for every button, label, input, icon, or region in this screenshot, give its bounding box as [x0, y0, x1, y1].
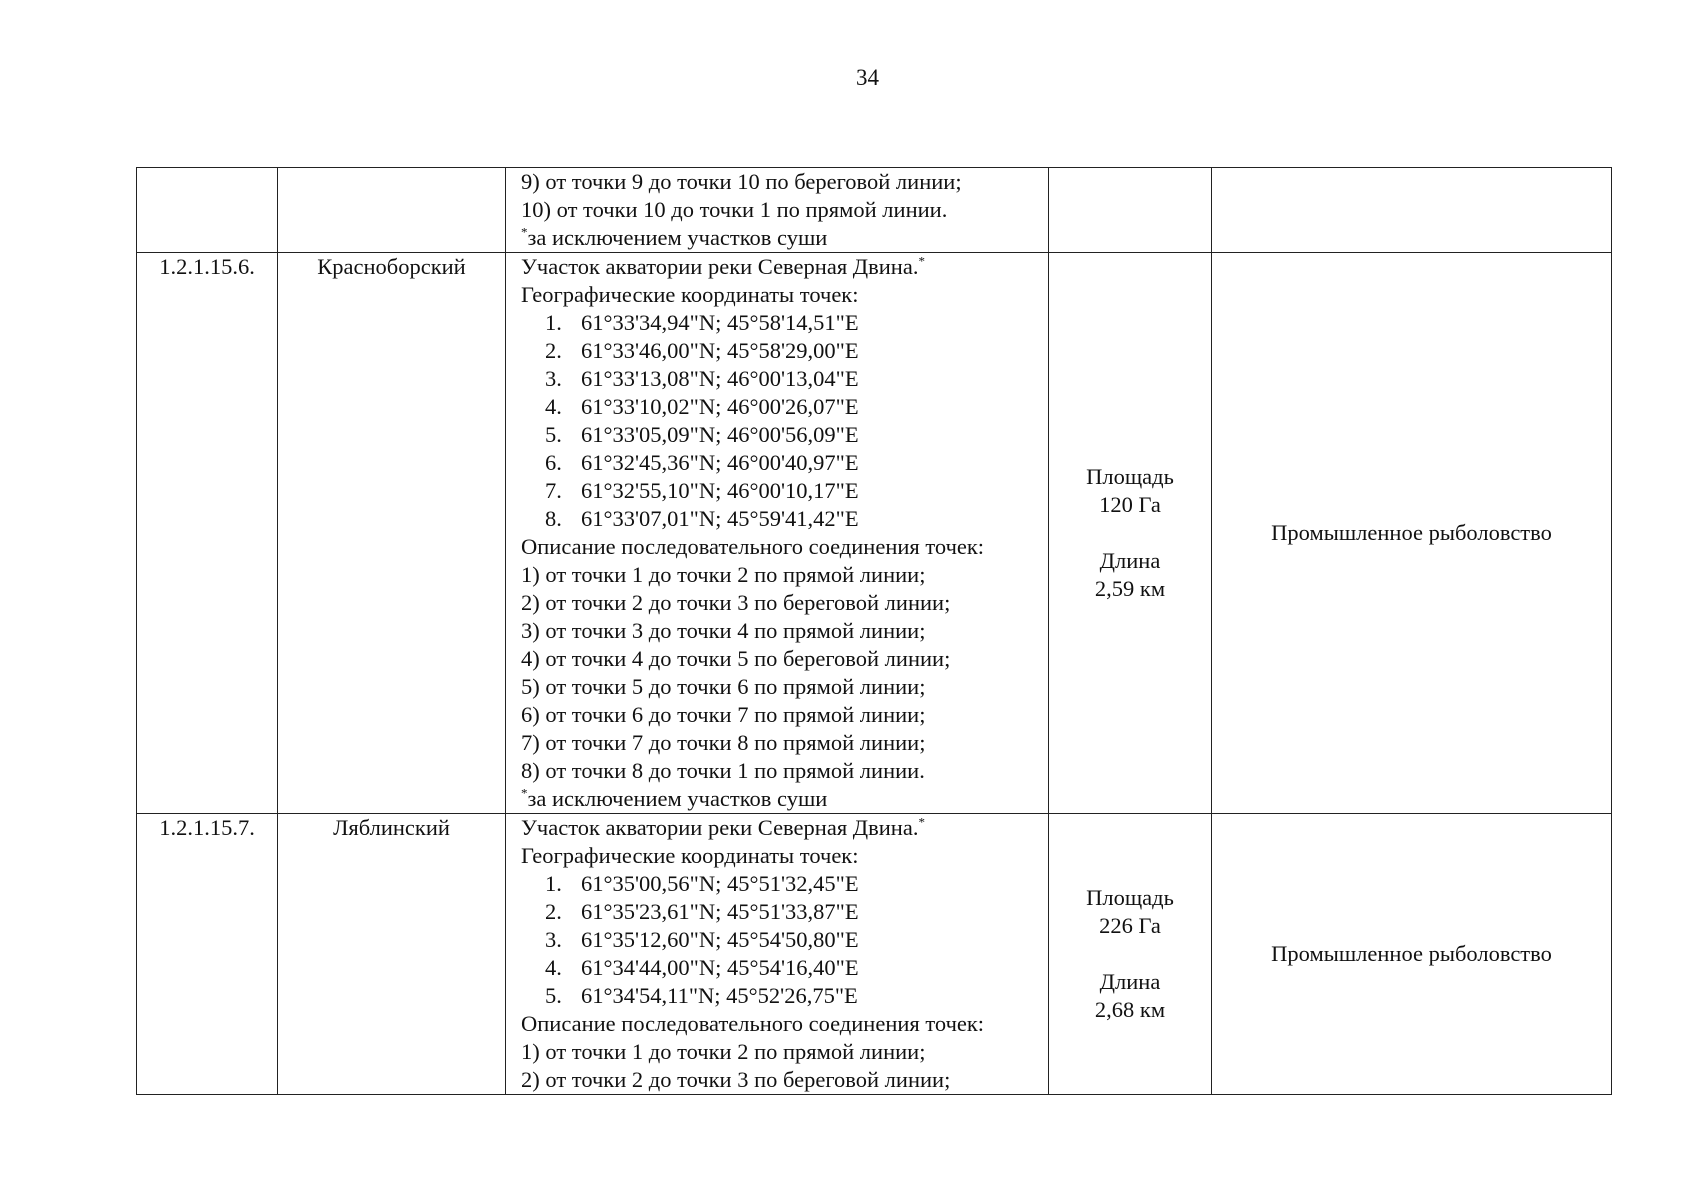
connection-line: 3) от точки 3 до точки 4 по прямой линии; — [521, 618, 926, 643]
list-item: 4. 61°34'44,00"N; 45°54'16,40"E — [545, 955, 859, 980]
connection-line: 2) от точки 2 до точки 3 по береговой линии; — [521, 590, 951, 615]
table-row — [137, 168, 1612, 253]
coordinates-list — [521, 870, 1048, 1010]
fishing-areas-table — [136, 167, 1612, 1095]
area-name-cell: Ляблинский — [278, 814, 506, 1095]
area-title: Участок акватории реки Северная Двина.* — [521, 814, 925, 840]
footnote-mark: * — [521, 224, 528, 240]
connection-line: 5) от точки 5 до точки 6 по прямой линии; — [521, 674, 926, 699]
list-item: 2. 61°33'46,00"N; 45°58'29,00"E — [545, 338, 859, 363]
list-item: 7. 61°32'55,10"N; 46°00'10,17"E — [545, 478, 859, 503]
list-item: 1. 61°33'34,94"N; 45°58'14,51"E — [545, 310, 859, 335]
connection-line: 9) от точки 9 до точки 10 по береговой линии; — [521, 169, 962, 194]
usage-cell: Промышленное рыболовство — [1212, 814, 1612, 1095]
footnote-mark: * — [918, 814, 925, 830]
area-name-cell: Красноборский — [278, 253, 506, 814]
row-number-cell — [137, 168, 278, 253]
footnote-mark: * — [918, 253, 925, 269]
footnote-line: *за исключением участков суши — [521, 785, 828, 811]
list-item: 8. 61°33'07,01"N; 45°59'41,42"E — [545, 506, 859, 531]
description-cell — [506, 168, 1049, 253]
description-cell — [506, 253, 1049, 814]
area-value: 226 Га — [1099, 913, 1161, 938]
list-item: 5. 61°33'05,09"N; 46°00'56,09"E — [545, 422, 859, 447]
area-title: Участок акватории реки Северная Двина.* — [521, 253, 925, 279]
usage-cell — [1212, 168, 1612, 253]
connection-label: Описание последовательного соединения точек: — [521, 534, 985, 559]
list-item: 3. 61°35'12,60"N; 45°54'50,80"E — [545, 927, 859, 952]
connection-line: 8) от точки 8 до точки 1 по прямой линии. — [521, 758, 925, 783]
connection-line: 7) от точки 7 до точки 8 по прямой линии; — [521, 730, 926, 755]
list-item: 6. 61°32'45,36"N; 46°00'40,97"E — [545, 450, 859, 475]
size-cell — [1049, 814, 1212, 1095]
length-label: Длина — [1099, 548, 1161, 573]
area-value: 120 Га — [1099, 492, 1161, 517]
footnote-mark: * — [521, 785, 528, 801]
area-label: Площадь — [1086, 464, 1174, 489]
size-cell — [1049, 168, 1212, 253]
size-block — [1086, 463, 1174, 603]
connection-line: 1) от точки 1 до точки 2 по прямой линии; — [521, 562, 926, 587]
length-value: 2,59 км — [1094, 576, 1166, 601]
description-cell — [506, 814, 1049, 1095]
area-name-cell — [278, 168, 506, 253]
coords-label: Географические координаты точек: — [521, 282, 859, 307]
list-item: 5. 61°34'54,11"N; 45°52'26,75"E — [545, 983, 858, 1008]
list-item: 1. 61°35'00,56"N; 45°51'32,45"E — [545, 871, 859, 896]
footnote-line: *за исключением участков суши — [521, 224, 828, 250]
connection-line: 6) от точки 6 до точки 7 по прямой линии; — [521, 702, 926, 727]
coords-label: Географические координаты точек: — [521, 843, 859, 868]
page-number: 34 — [856, 65, 879, 90]
row-number-cell: 1.2.1.15.6. — [137, 253, 278, 814]
connection-line: 1) от точки 1 до точки 2 по прямой линии; — [521, 1039, 926, 1064]
connection-label: Описание последовательного соединения точек: — [521, 1011, 985, 1036]
coordinates-list — [521, 309, 1048, 533]
length-value: 2,68 км — [1094, 997, 1166, 1022]
size-cell — [1049, 253, 1212, 814]
list-item: 3. 61°33'13,08"N; 46°00'13,04"E — [545, 366, 859, 391]
connection-line: 10) от точки 10 до точки 1 по прямой линии. — [521, 197, 948, 222]
connection-line: 2) от точки 2 до точки 3 по береговой линии; — [521, 1067, 951, 1092]
row-number-cell: 1.2.1.15.7. — [137, 814, 278, 1095]
usage-cell: Промышленное рыболовство — [1212, 253, 1612, 814]
size-block — [1086, 884, 1174, 1024]
area-label: Площадь — [1086, 885, 1174, 910]
length-label: Длина — [1099, 969, 1161, 994]
table-row — [137, 253, 1612, 814]
list-item: 4. 61°33'10,02"N; 46°00'26,07"E — [545, 394, 859, 419]
table-row — [137, 814, 1612, 1095]
list-item: 2. 61°35'23,61"N; 45°51'33,87"E — [545, 899, 859, 924]
connection-line: 4) от точки 4 до точки 5 по береговой линии; — [521, 646, 951, 671]
